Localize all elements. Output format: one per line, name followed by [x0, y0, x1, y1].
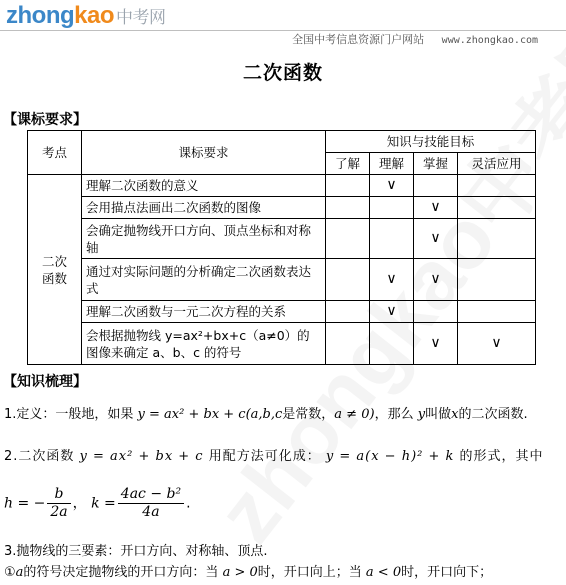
item3-1-text1: 的符号决定抛物线的开口方向：当 [23, 565, 219, 580]
item1-prefix: 1.定义：一般地，如果 [4, 407, 134, 422]
k-denominator: 4a [142, 504, 160, 520]
item1-var-y: y [417, 407, 426, 422]
table-row [28, 197, 536, 219]
level-2: 理解 [370, 153, 414, 175]
k-numerator: 4ac − b² [118, 486, 184, 504]
level-3: 掌握 [414, 153, 458, 175]
check-cell [326, 301, 370, 323]
check-cell [458, 301, 536, 323]
check-cell: ∨ [414, 259, 458, 301]
h-numerator: b [47, 486, 70, 504]
row-text: 会根据抛物线 y=ax²+bx+c（a≠0）的图像来确定 a、b、c 的符号 [82, 323, 326, 365]
item2-middle: 用配方法可化成： [208, 449, 321, 464]
topic-line-1: 二次 [41, 253, 67, 269]
h-lhs: h = − [4, 495, 46, 512]
tagline-text: 全国中考信息资源门户网站 [292, 33, 425, 46]
page-title: 二次函数 [242, 62, 323, 84]
check-cell: ∨ [414, 219, 458, 259]
k-lhs: k = [91, 495, 116, 512]
header-goal: 知识与技能目标 [326, 131, 536, 153]
item1-suffix-c: 的二次函数. [458, 407, 528, 422]
check-cell [326, 175, 370, 197]
item-opening-direction [4, 561, 492, 580]
item3-1-text3: 时，开口向下； [401, 565, 493, 580]
row-text: 理解二次函数的意义 [82, 175, 326, 197]
logo-part-2: kao [74, 2, 114, 29]
header-tagline [292, 31, 538, 47]
item1-formula: y = ax² + bx + c(a,b,c [137, 407, 283, 422]
item1-suffix-b: 叫做 [425, 407, 452, 422]
item1-middle: 是常数， [282, 407, 335, 422]
requirements-table [27, 130, 536, 365]
item3-1-cond2: a < 0 [365, 565, 402, 580]
check-cell [458, 175, 536, 197]
check-cell [326, 323, 370, 365]
table-row [28, 301, 536, 323]
table-header-row [28, 131, 536, 153]
item3-1-cond1: a > 0 [222, 565, 258, 580]
row-text: 会用描点法画出二次函数的图像 [82, 197, 326, 219]
item1-var-x: x [451, 407, 459, 422]
check-cell [370, 219, 414, 259]
logo-part-1: zhong [6, 2, 75, 29]
item2-suffix: 的形式，其中 [459, 449, 544, 464]
item1-suffix-a: ，那么 [374, 407, 414, 422]
item-hk-formulas: h = − $\frac{b}{2a}$ ， k = $\frac{\text{4ac − b²}}{4a}$ . [4, 486, 191, 520]
topic-line-2: 函数 [41, 270, 67, 286]
h-fraction [47, 486, 70, 521]
item-vertex-form [4, 445, 544, 464]
check-cell: ∨ [370, 259, 414, 301]
item1-condition: a ≠ 0) [334, 407, 375, 422]
check-cell [458, 259, 536, 301]
check-cell: ∨ [458, 323, 536, 365]
header-requirement: 课标要求 [82, 131, 326, 175]
k-fraction [118, 486, 184, 521]
check-cell [414, 175, 458, 197]
item-definition [4, 403, 528, 422]
section-heading-knowledge: 【知识梳理】 [3, 374, 87, 390]
check-cell [458, 219, 536, 259]
check-cell: ∨ [370, 301, 414, 323]
check-cell: ∨ [414, 197, 458, 219]
row-text: 通过对实际问题的分析确定二次函数表达式 [82, 259, 326, 301]
topic-cell [28, 175, 82, 365]
level-4: 灵活应用 [458, 153, 536, 175]
h-denominator: 2a [50, 504, 68, 520]
table-row [28, 219, 536, 259]
site-logo[interactable] [6, 2, 166, 28]
check-cell [326, 259, 370, 301]
item-three-elements: 3.抛物线的三要素：开口方向、对称轴、顶点. [4, 544, 268, 559]
row-text: 理解二次函数与一元二次方程的关系 [82, 301, 326, 323]
level-1: 了解 [326, 153, 370, 175]
item2-formula-a: y = ax² + bx + c [79, 449, 204, 464]
row-text: 会确定抛物线开口方向、顶点坐标和对称轴 [82, 219, 326, 259]
check-cell [414, 301, 458, 323]
item3-1-text2: 时，开口向上；当 [257, 565, 362, 580]
logo-part-3: 中考网 [116, 8, 166, 27]
check-cell [326, 219, 370, 259]
check-cell [326, 197, 370, 219]
check-cell: ∨ [414, 323, 458, 365]
check-cell [370, 197, 414, 219]
item3-1-prefix: ① [4, 565, 16, 580]
item3-1-var-a: a [15, 565, 24, 580]
header-topic: 考点 [28, 131, 82, 175]
item2-formula-b: y = a(x − h)² + k [325, 449, 455, 464]
table-row [28, 175, 536, 197]
section-heading-requirements: 【课标要求】 [3, 112, 87, 128]
table-row [28, 323, 536, 365]
table-row [28, 259, 536, 301]
check-cell: ∨ [370, 175, 414, 197]
item2-prefix: 2.二次函数 [4, 449, 75, 464]
check-cell [370, 323, 414, 365]
check-cell [458, 197, 536, 219]
site-url[interactable]: www.zhongkao.com [441, 35, 538, 46]
